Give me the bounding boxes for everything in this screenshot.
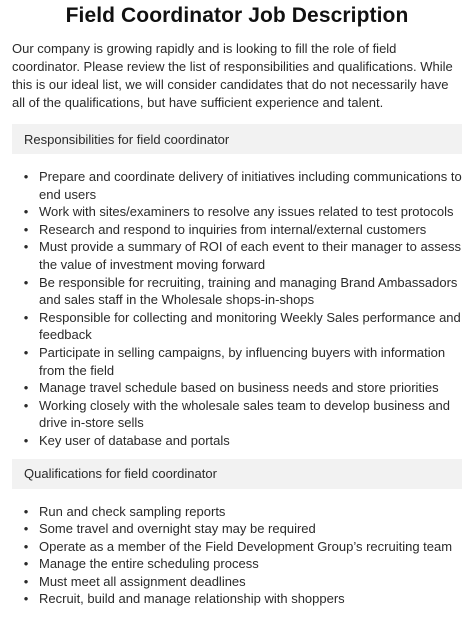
list-item: • Work with sites/examiners to resolve any issues related to test protocols <box>35 203 462 221</box>
page-title: Field Coordinator Job Description <box>65 4 409 27</box>
responsibilities-list <box>12 168 462 450</box>
list-item: • Some travel and overnight stay may be required <box>35 520 462 538</box>
list-item: • Participate in selling campaigns, by influencing buyers with information from the field <box>35 344 462 379</box>
qualifications-heading: Qualifications for field coordinator <box>24 466 217 481</box>
responsibilities-header <box>12 124 462 154</box>
bullet-icon: • <box>23 538 29 554</box>
qualifications-list <box>12 503 462 609</box>
bullet-icon: • <box>23 221 29 237</box>
bullet-icon: • <box>23 503 29 519</box>
bullet-icon: • <box>23 397 29 413</box>
bullet-icon: • <box>23 274 29 290</box>
bullet-icon: • <box>23 309 29 325</box>
bullet-icon: • <box>23 204 29 220</box>
list-item: • Must meet all assignment deadlines <box>35 573 462 591</box>
list-item: • Must provide a summary of ROI of each event to their manager to assess the value of investment moving forward <box>35 238 462 273</box>
list-item: • Be responsible for recruiting, training and managing Brand Ambassadors and sales staff in the Wholesale shops-in-shops <box>35 274 462 309</box>
list-item: • Run and check sampling reports <box>35 503 462 521</box>
bullet-icon: • <box>23 521 29 537</box>
responsibilities-heading: Responsibilities for field coordinator <box>24 131 230 147</box>
list-item: • Manage travel schedule based on business needs and store priorities <box>35 379 462 397</box>
bullet-icon: • <box>23 556 29 572</box>
bullet-icon: • <box>23 573 29 589</box>
list-item: • Recruit, build and manage relationship with shoppers <box>35 590 462 608</box>
bullet-icon: • <box>23 239 29 255</box>
list-item: • Research and respond to inquiries from internal/external customers <box>35 221 462 239</box>
list-item: • Responsible for collecting and monitoring Weekly Sales performance and feedback <box>35 309 462 344</box>
bullet-icon: • <box>23 432 29 448</box>
list-item: • Manage the entire scheduling process <box>35 555 462 573</box>
list-item: • Key user of database and portals <box>35 432 462 450</box>
list-item: • Operate as a member of the Field Development Group’s recruiting team <box>35 538 462 556</box>
bullet-icon: • <box>23 591 29 607</box>
bullet-icon: • <box>23 344 29 360</box>
list-item: • Working closely with the wholesale sales team to develop business and drive in-store sells <box>35 397 462 432</box>
list-item: • Prepare and coordinate delivery of initiatives including communications to end users <box>35 168 462 203</box>
bullet-icon: • <box>23 380 29 396</box>
qualifications-header <box>12 459 462 489</box>
intro-paragraph: Our company is growing rapidly and is looking to fill the role of field coordinator. Please review the list of responsibilities and qualifications. While this is our ideal list, we will consider candidates that do not necessarily have all of the qualifications, but have sufficient experience and talent. <box>12 41 453 110</box>
bullet-icon: • <box>23 169 29 184</box>
